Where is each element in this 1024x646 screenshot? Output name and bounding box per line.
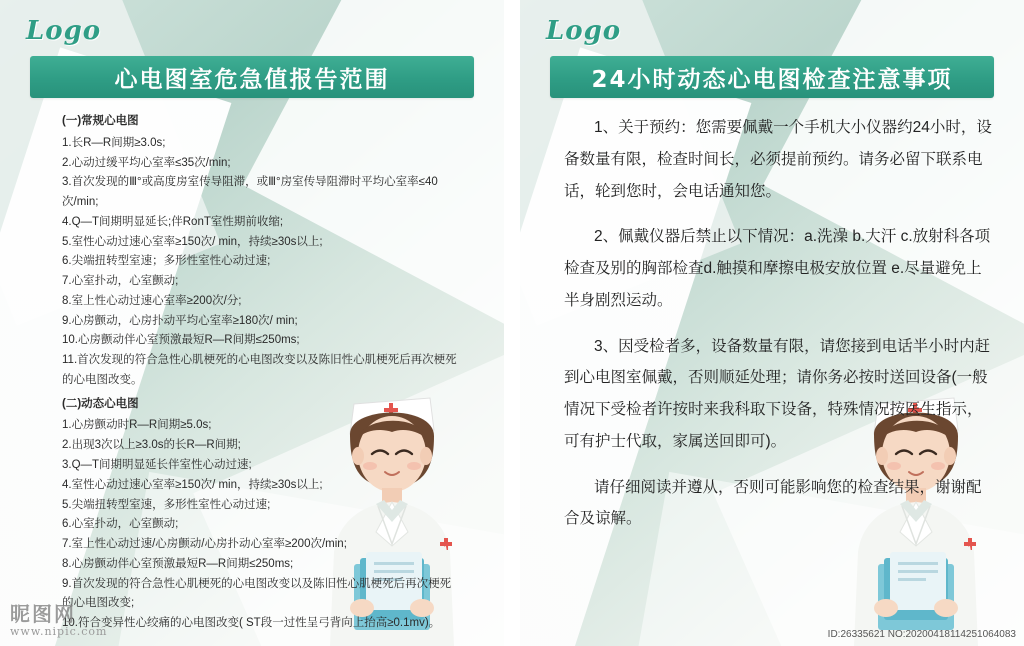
dynamic-line-10: 10.符合变异性心绞痛的心电图改变( ST段一过性呈弓背向上抬高≥0.1mv)。 — [62, 617, 441, 630]
right-logo: Logo — [546, 16, 622, 46]
notice-paragraph-3: 3、因受检者多，设备数量有限，请您接到电话半小时内赶到心电图室佩戴，否则顺延处理；请你务必按时送回设备(一般情况下受检者许按时来我科取下设备，特殊情况按医生指示，可有护士代取，家属送回即可)。 — [564, 337, 991, 450]
regular-line-7: 7.心室扑动，心室颤动; — [62, 275, 179, 288]
regular-line-8: 8.室上性心动过速心室率≥200次/分; — [62, 294, 242, 307]
regular-line-1: 1.长R—R间期≥3.0s; — [62, 136, 166, 149]
dynamic-line-1: 1.心房颤动时R—R间期≥5.0s; — [62, 419, 212, 432]
section-heading-dynamic: (二)动态心电图 — [62, 397, 139, 410]
regular-line-6: 6.尖端扭转型室速；多形性室性心动过速; — [62, 255, 271, 268]
notice-paragraph-4: 请仔细阅读并遵从，否则可能影响您的检查结果，谢谢配合及谅解。 — [564, 478, 982, 528]
notice-paragraph-1: 1、关于预约：您需要佩戴一个手机大小仪器约24小时，设备数量有限，检查时间长，必须提前预约。请务必留下联系电话，轮到您时，会电话通知您。 — [564, 119, 992, 200]
left-page-title: 心电图室危急值报告范围 — [114, 66, 390, 93]
left-title-bar — [30, 56, 474, 98]
section-heading-regular: (一)常规心电图 — [62, 115, 139, 127]
right-title-bar — [550, 56, 994, 98]
left-panel — [0, 0, 504, 646]
watermark — [10, 598, 107, 638]
right-panel — [520, 0, 1024, 646]
regular-line-11: 11.首次发现的符合急性心肌梗死的心电图改变以及陈旧性心肌梗死后再次梗死的心电图改变。 — [62, 354, 457, 386]
dynamic-line-8: 8.心房颤动伴心室预激最短R—R间期≤250ms; — [62, 557, 294, 570]
regular-line-3: 3.首次发现的Ⅲ°或高度房室传导阻滞，或Ⅲ°房室传导阻滞时平均心室率≤40次/min; — [62, 176, 438, 209]
right-page-title: 24小时动态心电图检查注意事项 — [591, 66, 953, 93]
image-id-text: ID:26335621 NO:20200418114251064083 — [827, 629, 1016, 640]
dynamic-line-9: 9.首次发现的符合急性心肌梗死的心电图改变以及陈旧性心肌梗死后再次梗死的心电图改变; — [62, 577, 452, 610]
dynamic-line-7: 7.室上性心动过速/心房颤动/心房扑动心室率≥200次/min; — [62, 538, 347, 551]
left-logo: Logo — [26, 16, 102, 46]
dynamic-line-6: 6.心室扑动，心室颤动; — [62, 518, 179, 531]
regular-line-2: 2.心动过缓平均心室率≤35次/min; — [62, 156, 231, 169]
notice-paragraph-2: 2、佩戴仪器后禁止以下情况：a.洗澡 b.大汗 c.放射科各项检查及别的胸部检查d.触摸和摩擦电极安放位置 e.尽量避免上半身剧烈运动。 — [564, 228, 991, 309]
dynamic-line-4: 4.室性心动过速心室率≥150次/ min，持续≥30s以上; — [62, 478, 323, 491]
regular-line-10: 10.心房颤动伴心室预激最短R—R间期≤250ms; — [62, 334, 300, 347]
dynamic-line-5: 5.尖端扭转型室速，多形性室性心动过速; — [62, 498, 271, 511]
regular-line-9: 9.心房颤动，心房扑动平均心室率≥180次/ min; — [62, 314, 298, 327]
watermark-brand: 昵图网 — [10, 602, 76, 626]
regular-line-4: 4.Q—T间期明显延长;伴RonT室性期前收缩; — [62, 215, 284, 228]
left-content — [62, 108, 462, 634]
dynamic-line-3: 3.Q—T间期明显延长伴室性心动过速; — [62, 459, 252, 472]
regular-line-5: 5.室性心动过速心室率≥150次/ min，持续≥30s以上; — [62, 235, 323, 248]
dynamic-line-2: 2.出现3次以上≥3.0s的长R—R间期; — [62, 439, 241, 452]
watermark-url: www.nipic.com — [10, 625, 108, 638]
right-content — [564, 112, 994, 549]
